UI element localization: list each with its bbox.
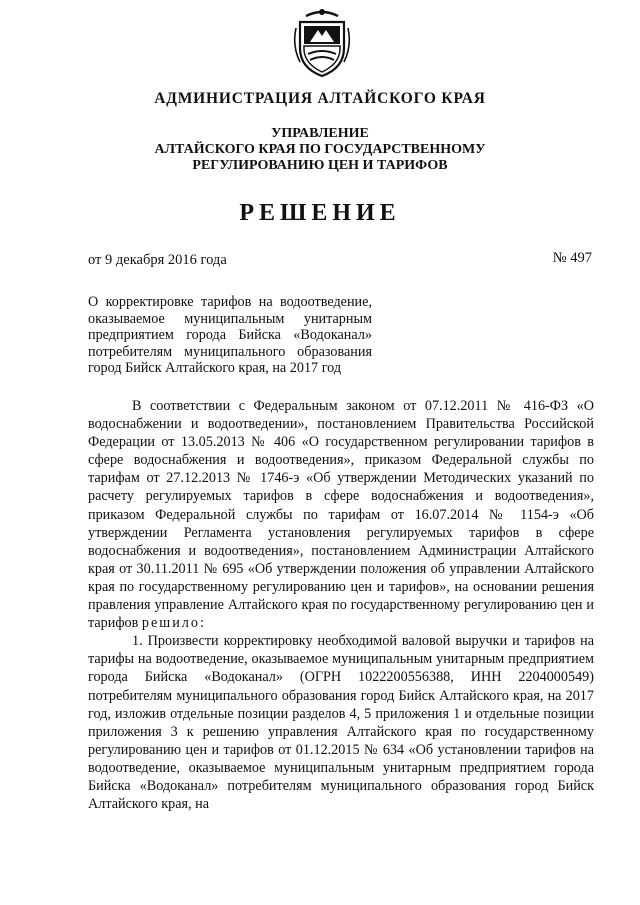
department-title [0,126,640,174]
department-line: РЕГУЛИРОВАНИЮ ЦЕН И ТАРИФОВ [192,158,448,173]
preamble-paragraph [88,397,594,632]
document-date: от 9 декабря 2016 года [88,252,227,268]
department-line: УПРАВЛЕНИЕ [271,126,369,141]
decided-word: решило [141,615,200,632]
document-subject: О корректировке тарифов на водоотведение, оказываемое муниципальным унитарным предприятием города Бийска «Водоканал» потребителям муниципального образования город Бийск Алтайского края, на 2017 год [88,294,372,377]
decided-colon: : [199,615,204,632]
coat-of-arms-icon [292,6,352,78]
document-body [88,397,594,813]
administration-title: АДМИНИСТРАЦИЯ АЛТАЙСКОГО КРАЯ [154,90,486,107]
department-line: АЛТАЙСКОГО КРАЯ ПО ГОСУДАРСТВЕННОМУ [154,142,486,157]
preamble-text: В соответствии с Федеральным законом от 07.12.2011 № 416-ФЗ «О водоснабжении и водоотведении», постановлением Правительства Российской Федерации от 13.05.2013 № 406 «О государственном регулировании тарифов в сфере водоснабжения и водоотведения», приказом Федеральной службы по тарифам от 27.12.2013 № 1746-э «Об утверждении Методических указаний по расчету регулируемых тарифов в сфере водоснабжения и водоотведения», приказом Федеральной службы по тарифам от 16.07.2014 № 1154-э «Об утверждении Регламента установления регулируемых тарифов в сфере водоснабжения и водоотведения», постановлением Администрации Алтайского края от 30.11.2011 № 695 «Об утверждении положения об управлении Алтайского края по государственному регулированию цен и тарифов», на основании решения правления управление Алтайского края по государственному регулированию цен и тарифов [88,398,594,632]
document-type-title: РЕШЕНИЕ [239,200,401,226]
document-number: № 497 [552,250,592,266]
item-1-paragraph: 1. Произвести корректировку необходимой валовой выручки и тарифов на тарифы на водоотведение, оказываемое муниципальным унитарным предприятием города Бийска «Водоканал» (ОГРН 1022200556388, ИНН 2204000549) потребителям муниципального образования город Бийск Алтайского края, на 2017 год, изложив отдельные позиции разделов 4, 5 приложения 1 и отдельные позиции приложения 3 к решению управления Алтайского края по государственному регулированию цен и тарифов от 01.12.2015 № 634 «Об установлении тарифов на водоотведение, оказываемое муниципальным унитарным предприятием города Бийска «Водоканал» потребителям муниципального образования город Бийск Алтайского края, на [88,633,594,813]
